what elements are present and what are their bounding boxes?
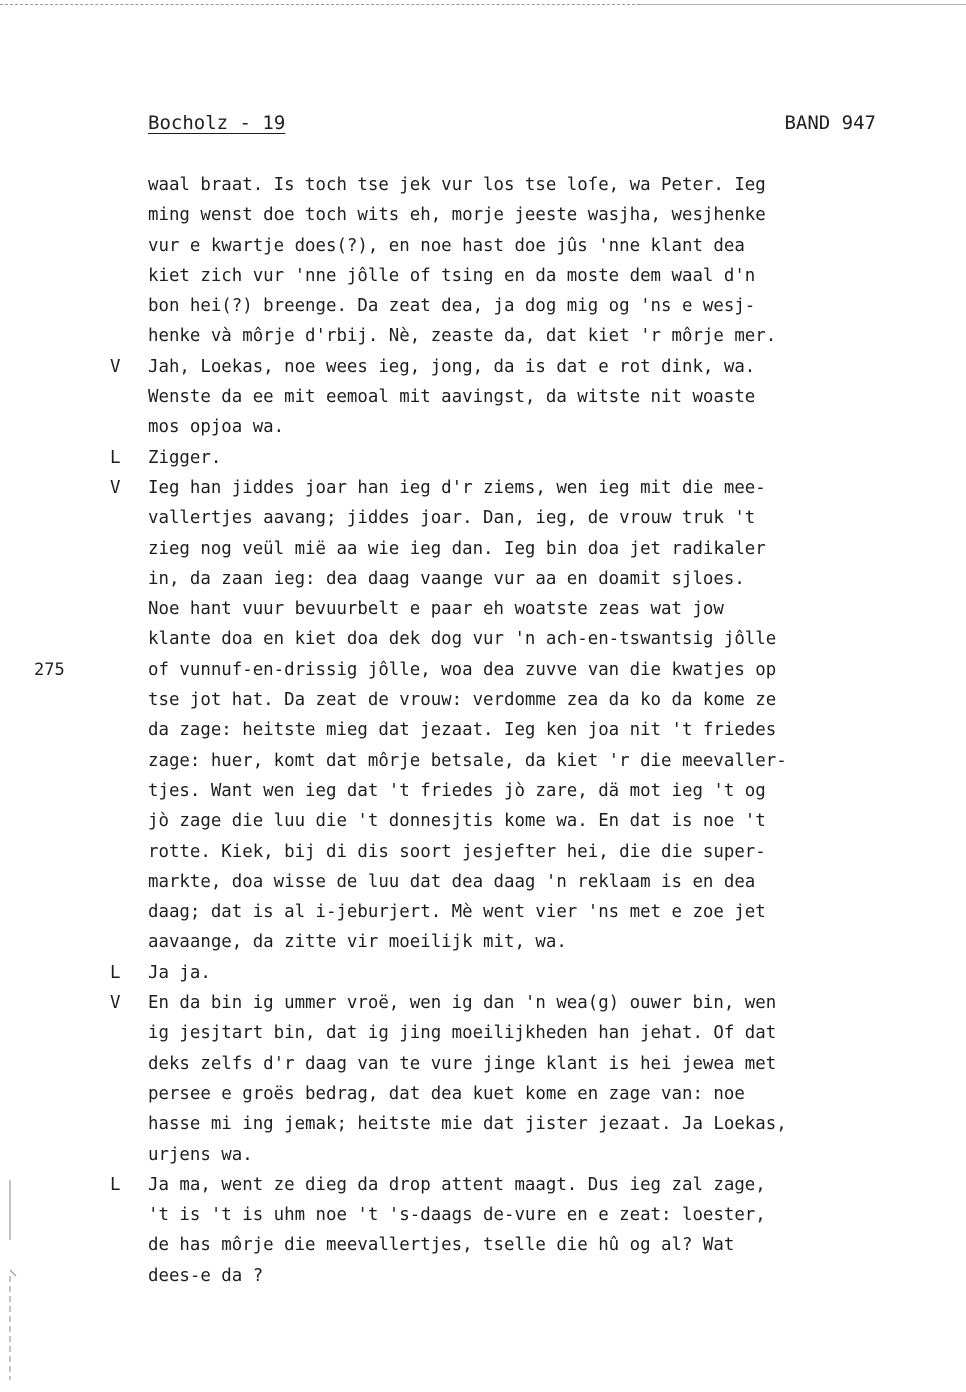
line-text: tse jot hat. Da zeat de vrouw: verdomme zea da ko da kome ze — [148, 690, 777, 711]
top-dashed-rule — [0, 4, 640, 5]
line-text: vur e kwartje does(?), en noe hast doe jûs 'nne klant dea — [148, 235, 745, 256]
transcript-line — [0, 655, 966, 685]
transcript-line — [0, 715, 966, 745]
transcript-line — [0, 503, 966, 533]
speaker-label: L — [110, 1174, 121, 1195]
transcript-line — [0, 806, 966, 836]
line-text: mos opjoa wa. — [148, 417, 285, 438]
line-text: persee e groës bedrag, dat dea kuet kome en zage van: noe — [148, 1083, 745, 1104]
line-text: daag; dat is al i-jeburjert. Mè went vier 'ns met e zoe jet — [148, 902, 766, 923]
transcript-line — [0, 867, 966, 897]
transcript-line — [0, 1079, 966, 1109]
transcript-line — [0, 594, 966, 624]
transcript-line — [0, 534, 966, 564]
transcript-line — [0, 412, 966, 442]
line-text: Jah, Loekas, noe wees ieg, jong, da is dat e rot dink, wa. — [148, 356, 756, 377]
transcript-line — [0, 231, 966, 261]
transcript-line — [0, 988, 966, 1018]
transcript-line — [0, 897, 966, 927]
transcript-line — [0, 624, 966, 654]
top-solid-rule — [640, 4, 966, 5]
transcript-line — [0, 170, 966, 200]
band-number: BAND 947 — [784, 112, 876, 134]
line-text: in, da zaan ieg: dea daag vaange vur aa en doamit sjloes. — [148, 568, 745, 589]
transcript-line — [0, 200, 966, 230]
transcript-line — [0, 564, 966, 594]
line-text: aavaange, da zitte vir moeilijk mit, wa. — [148, 932, 567, 953]
transcript-line — [0, 1230, 966, 1260]
line-text: dees-e da ? — [148, 1265, 264, 1286]
line-text: Noe hant vuur bevuurbelt e paar eh woatste zeas wat jow — [148, 599, 724, 620]
speaker-label: V — [110, 477, 121, 498]
transcript-line — [0, 746, 966, 776]
transcript-line — [0, 1018, 966, 1048]
line-text: rotte. Kiek, bij di dis soort jesjefter hei, die die super- — [148, 841, 766, 862]
speaker-label: L — [110, 962, 121, 983]
line-text: zieg nog veül mië aa wie ieg dan. Ieg bin doa jet radikaler — [148, 538, 766, 559]
speaker-label: V — [110, 993, 121, 1014]
line-text: kiet zich vur 'nne jôlle of tsing en da moste dem waal d'n — [148, 265, 756, 286]
line-text: ig jesjtart bin, dat ig jing moeilijkheden han jehat. Of dat — [148, 1023, 777, 1044]
transcript-line — [0, 382, 966, 412]
line-text: de has môrje die meevallertjes, tselle die hû og al? Wat — [148, 1235, 735, 1256]
line-text: vallertjes aavang; jiddes joar. Dan, ieg, de vrouw truk 't — [148, 508, 756, 529]
line-text: jò zage die luu die 't donnesjtis kome wa. En dat is noe 't — [148, 811, 766, 832]
line-text: Ja ja. — [148, 962, 211, 983]
margin-line-number: 275 — [34, 659, 65, 680]
line-text: bon hei(?) breenge. Da zeat dea, ja dog mig og 'ns e wesj- — [148, 296, 756, 317]
page-title: Bocholz - 19 — [148, 112, 286, 134]
transcript-line — [0, 321, 966, 351]
line-text: klante doa en kiet doa dek dog vur 'n ach-en-tswantsig jôlle — [148, 629, 777, 650]
transcript-line — [0, 776, 966, 806]
line-text: waal braat. Is toch tse jek vur los tse loſe, wa Peter. Ieg — [148, 175, 766, 195]
margin-pencil-mark — [6, 1180, 18, 1380]
line-text: Zigger. — [148, 447, 222, 468]
line-text: 't is 't is uhm noe 't 's-daags de-vure en e zeat: loester, — [148, 1205, 766, 1226]
line-text: En da bin ig ummer vroë, wen ig dan 'n wea(g) ouwer bin, wen — [148, 993, 777, 1014]
transcript-line — [0, 1200, 966, 1230]
transcript-line — [0, 473, 966, 503]
line-text: Ieg han jiddes joar han ieg d'r ziems, wen ieg mit die mee- — [148, 477, 766, 498]
transcript-line — [0, 1109, 966, 1139]
speaker-label: L — [110, 447, 121, 468]
transcript-line — [0, 685, 966, 715]
transcript-line — [0, 837, 966, 867]
line-text: zage: huer, komt dat môrje betsale, da kiet 'r die meevaller- — [148, 750, 787, 771]
transcript-line — [0, 291, 966, 321]
line-text: urjens wa. — [148, 1144, 253, 1165]
transcript-line — [0, 958, 966, 988]
line-text: henke và môrje d'rbij. Nè, zeaste da, dat kiet 'r môrje mer. — [148, 326, 777, 347]
line-text: da zage: heitste mieg dat jezaat. Ieg ken joa nit 't friedes — [148, 720, 777, 741]
line-text: ming wenst doe toch wits eh, morje jeeste wasjha, wesjhenke — [148, 205, 766, 226]
transcript-line — [0, 927, 966, 957]
transcript-line — [0, 1049, 966, 1079]
line-text: Wenste da ee mit eemoal mit aavingst, da witste nit woaste — [148, 387, 756, 408]
line-text: tjes. Want wen ieg dat 't friedes jò zare, dä mot ieg 't og — [148, 780, 766, 801]
line-text: hasse mi ing jemak; heitste mie dat jister jezaat. Ja Loekas, — [148, 1114, 787, 1135]
speaker-label: V — [110, 356, 121, 377]
transcript-line — [0, 352, 966, 382]
line-text: of vunnuf-en-drissig jôlle, woa dea zuvve van die kwatjes op — [148, 659, 777, 680]
transcript-line — [0, 1140, 966, 1170]
transcript-line — [0, 261, 966, 291]
transcript-body — [0, 170, 966, 1291]
line-text: Ja ma, went ze dieg da drop attent maagt. Dus ieg zal zage, — [148, 1174, 766, 1195]
transcript-line — [0, 1170, 966, 1200]
line-text: deks zelfs d'r daag van te vure jinge klant is hei jewea met — [148, 1053, 777, 1074]
transcript-line — [0, 443, 966, 473]
transcript-line — [0, 1261, 966, 1291]
line-text: markte, doa wisse de luu dat dea daag 'n reklaam is en dea — [148, 871, 756, 892]
